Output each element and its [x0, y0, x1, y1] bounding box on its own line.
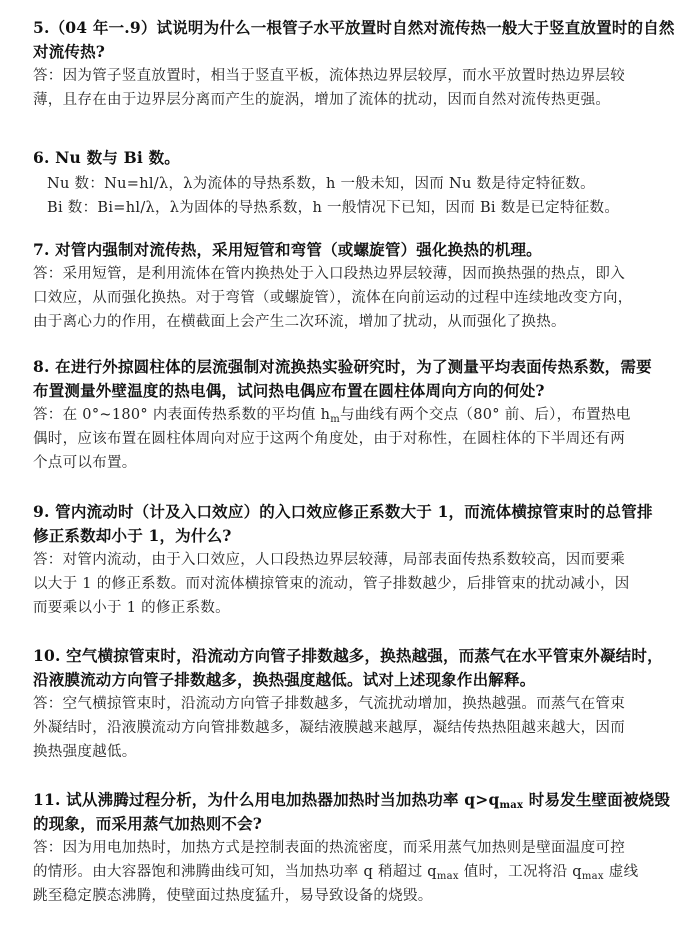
question-8: 8. 在进行外掠圆柱体的层流强制对流换热实验研究时，为了测量平均表面传热系数，需要 布置测量外壁温度的热电偶，试问热电偶应布置在圆柱体周向方向的何处? — [33, 357, 652, 400]
answer-11: 答：因为用电加热时，加热方式是控制表面的热流密度，而采用蒸气加热则是壁面温度可控 的情形。由大容器饱和沸腾曲线可知，当加热功率 q 稍超过 $q_{max}$ 值时，工况将沿 $q_{max}$ 虚线 跳至稳定膜态沸腾，使壁面过热度猛升，易导致设备的烧毁。 — [33, 840, 639, 904]
qa-block-7 — [33, 238, 678, 334]
question-5: 5.（04 年一.9）试说明为什么一根管子水平放置时自然对流传热一般大于竖直放置时的自然 对流传热? — [33, 18, 675, 61]
qa-block-5 — [33, 16, 678, 112]
answer-8: 答：在 0°~180° 内表面传热系数的平均值 $h_m$与曲线有两个交点（80° 前、后），布置热电 偶时，应该布置在圆柱体周向对应于这两个角度处，由于对称性，在圆柱体的下半周还有两 个点可以布置。 — [33, 407, 631, 471]
question-10: 10. 空气横掠管束时，沿流动方向管子排数越多，换热越强，而蒸气在水平管束外凝结时， 沿液膜流动方向管子排数越多，换热强度越低。试对上述现象作出解释。 — [33, 646, 663, 689]
qa-block-6 — [33, 146, 678, 220]
qa-block-11 — [33, 788, 678, 908]
answer-10: 答：空气横掠管束时，沿流动方向管子排数越多，气流扰动增加，换热越强。而蒸气在管束 外凝结时，沿液膜流动方向管排数越多，凝结液膜越来越厚，凝结传热热阻越来越大，因而 换热强度越低。 — [33, 696, 625, 760]
answer-9: 答：对管内流动，由于入口效应，人口段热边界层较薄，局部表面传热系数较高，因而要乘 以大于 1 的修正系数。而对流体横掠管束的流动，管子排数越少，后排管束的扰动减小，因 而要乘以小于 1 的修正系数。 — [33, 552, 630, 616]
question-11: 11. 试从沸腾过程分析，为什么用电加热器加热时当加热功率 $q>q_{max}$ 时易发生壁面被烧毁 的现象，而采用蒸气加热则不会? — [33, 790, 671, 833]
qa-block-8 — [33, 355, 678, 475]
question-6: 6. Nu 数与 Bi 数。 — [33, 148, 180, 167]
qa-block-10 — [33, 644, 678, 764]
question-7: 7. 对管内强制对流传热，采用短管和弯管（或螺旋管）强化换热的机理。 — [33, 240, 542, 259]
question-9: 9. 管内流动时（计及入口效应）的入口效应修正系数大于 1，而流体横掠管束时的总管排 修正系数却小于 1，为什么? — [33, 502, 653, 545]
qa-block-9 — [33, 500, 678, 620]
answer-5: 答：因为管子竖直放置时，相当于竖直平板，流体热边界层较厚，而水平放置时热边界层较 薄，且存在由于边界层分离而产生的旋涡，增加了流体的扰动，因而自然对流传热更强。 — [33, 68, 625, 108]
answer-7: 答：采用短管，是利用流体在管内换热处于入口段热边界层较薄，因而换热强的热点，即入 口效应，从而强化换热。对于弯管（或螺旋管），流体在向前运动的过程中连续地改变方向， 由于离心力的作用，在横截面上会产生二次环流，增加了扰动，从而强化了换热。 — [33, 266, 633, 330]
answer-6: Nu 数：Nu=hl/λ，λ为流体的导热系数，h 一般未知，因而 Nu 数是待定特征数。 Bi 数：Bi=hl/λ，λ为固体的导热系数，h 一般情况下已知，因而 Bi 数是已定特征数。 — [47, 176, 620, 216]
